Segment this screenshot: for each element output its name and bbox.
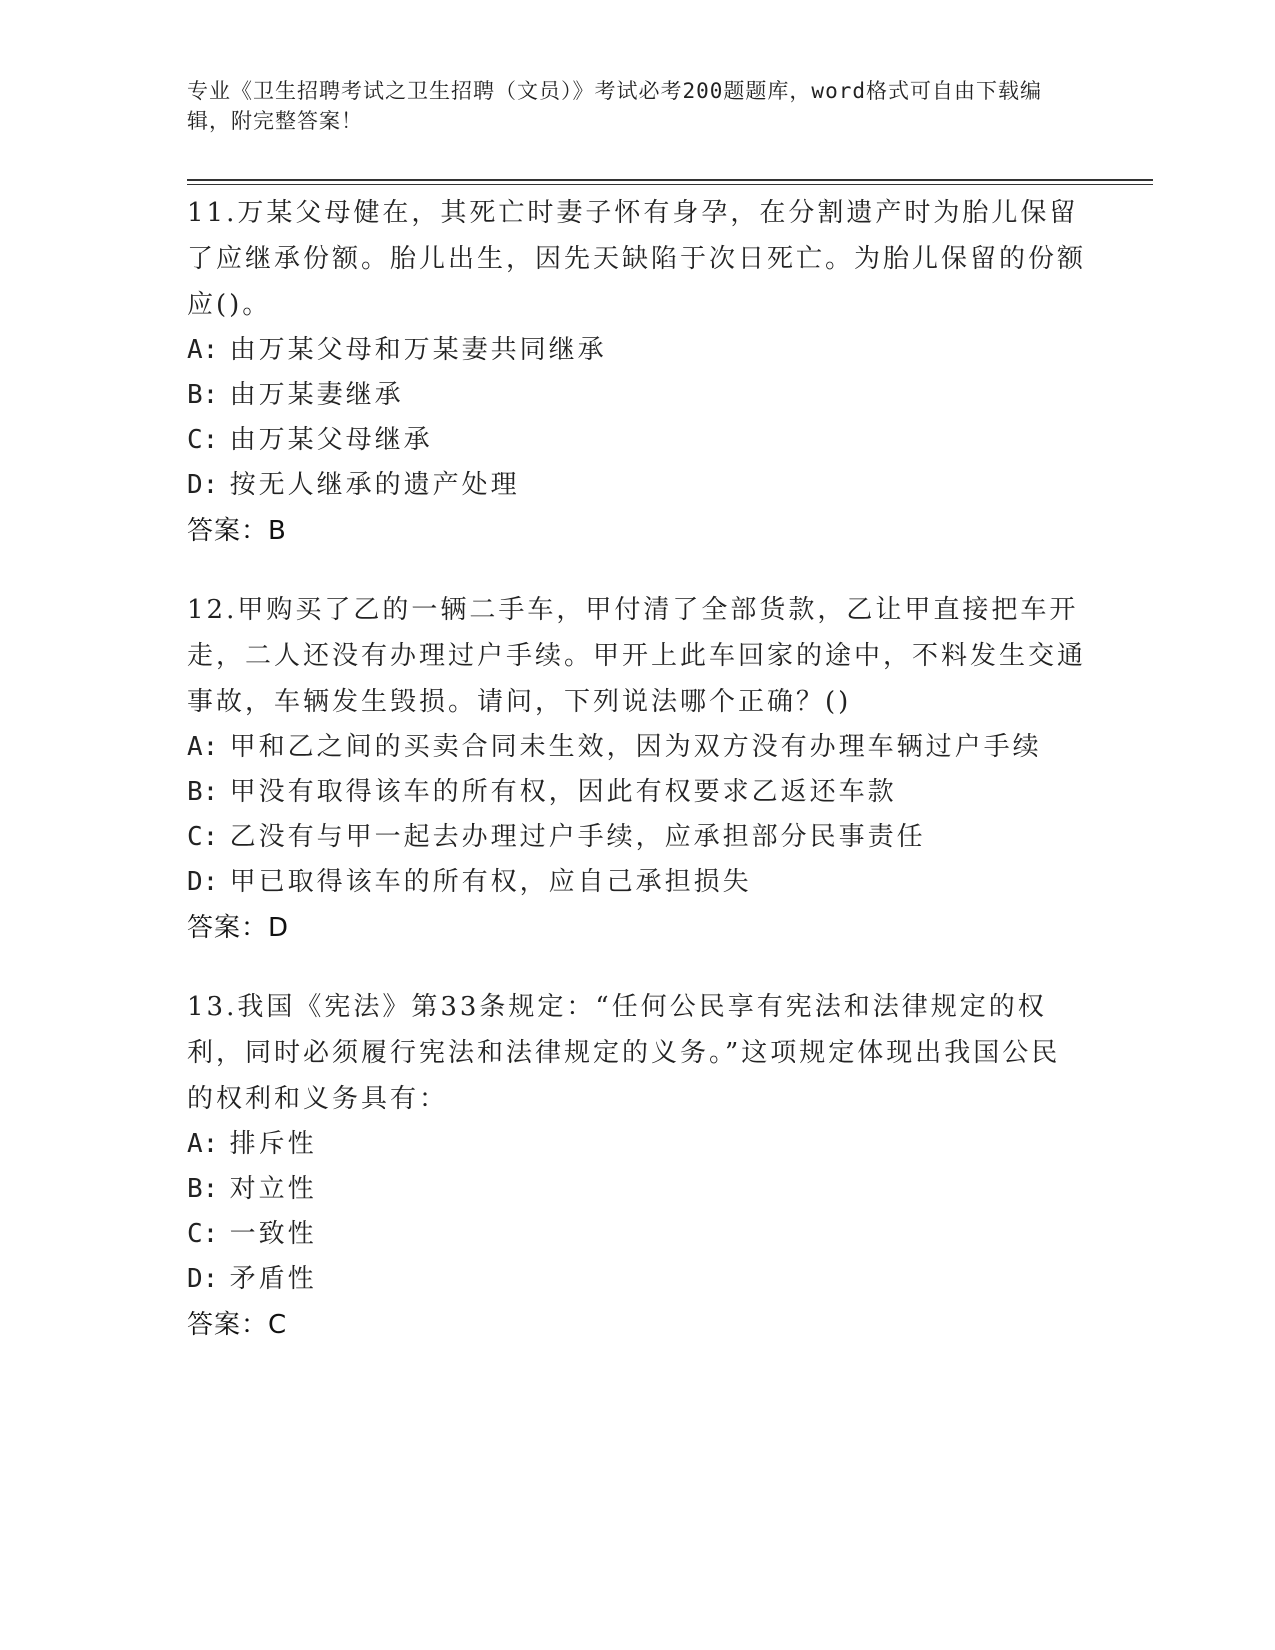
option-a: [187, 328, 1087, 373]
answer-line: 答案：C: [187, 1310, 288, 1340]
question-stem: 11.万某父母健在，其死亡时妻子怀有身孕，在分割遗产时为胎儿保留了应继承份额。胎儿出生，因先天缺陷于次日死亡。为胎儿保留的份额应()。: [187, 198, 1087, 320]
option-text: 一致性: [229, 1219, 317, 1249]
option-a: [187, 725, 1087, 770]
option-text: 对立性: [229, 1174, 317, 1204]
option-letter: D:: [187, 470, 219, 500]
answer-line: 答案：B: [187, 516, 287, 546]
option-text: 由万某父母和万某妻共同继承: [229, 335, 607, 365]
option-d: [187, 463, 1087, 508]
option-c: [187, 1212, 1087, 1257]
option-letter: C:: [187, 822, 219, 852]
option-letter: C:: [187, 425, 219, 455]
option-text: 矛盾性: [229, 1264, 317, 1294]
option-text: 排斥性: [229, 1129, 317, 1159]
option-letter: C:: [187, 1219, 219, 1249]
question-list: [187, 190, 1087, 1381]
option-letter: D:: [187, 867, 219, 897]
question-stem: 13.我国《宪法》第33条规定：“任何公民享有宪法和法律规定的权利，同时必须履行宪法和法律规定的义务。”这项规定体现出我国公民的权利和义务具有：: [187, 992, 1061, 1114]
option-letter: A:: [187, 335, 219, 365]
option-text: 由万某妻继承: [229, 380, 404, 410]
question-13: [187, 984, 1087, 1348]
option-letter: A:: [187, 1129, 219, 1159]
question-12: [187, 587, 1087, 951]
document-header: [187, 76, 1067, 136]
option-text: 甲已取得该车的所有权，应自己承担损失: [229, 867, 752, 897]
header-divider-thin: [187, 184, 1153, 185]
option-b: [187, 1167, 1087, 1212]
option-letter: A:: [187, 732, 219, 762]
option-text: 乙没有与甲一起去办理过户手续，应承担部分民事责任: [229, 822, 926, 852]
question-11: [187, 190, 1087, 554]
option-a: [187, 1122, 1087, 1167]
option-d: [187, 860, 1087, 905]
option-text: 按无人继承的遗产处理: [229, 470, 520, 500]
header-divider-thick: [187, 179, 1153, 181]
question-stem: 12.甲购买了乙的一辆二手车，甲付清了全部货款，乙让甲直接把车开走，二人还没有办理过户手续。甲开上此车回家的途中，不料发生交通事故，车辆发生毁损。请问，下列说法哪个正确？(): [187, 595, 1087, 717]
option-b: [187, 373, 1087, 418]
answer-line: 答案：D: [187, 913, 290, 943]
option-text: 由万某父母继承: [229, 425, 433, 455]
header-text: 专业《卫生招聘考试之卫生招聘（文员）》考试必考200题题库，word格式可自由下载编辑，附完整答案！: [187, 79, 1042, 133]
option-letter: B:: [187, 777, 219, 807]
option-c: [187, 418, 1087, 463]
option-letter: B:: [187, 1174, 219, 1204]
option-text: 甲和乙之间的买卖合同未生效，因为双方没有办理车辆过户手续: [229, 732, 1042, 762]
option-text: 甲没有取得该车的所有权，因此有权要求乙返还车款: [229, 777, 897, 807]
option-d: [187, 1257, 1087, 1302]
option-b: [187, 770, 1087, 815]
option-letter: B:: [187, 380, 219, 410]
option-letter: D:: [187, 1264, 219, 1294]
option-c: [187, 815, 1087, 860]
